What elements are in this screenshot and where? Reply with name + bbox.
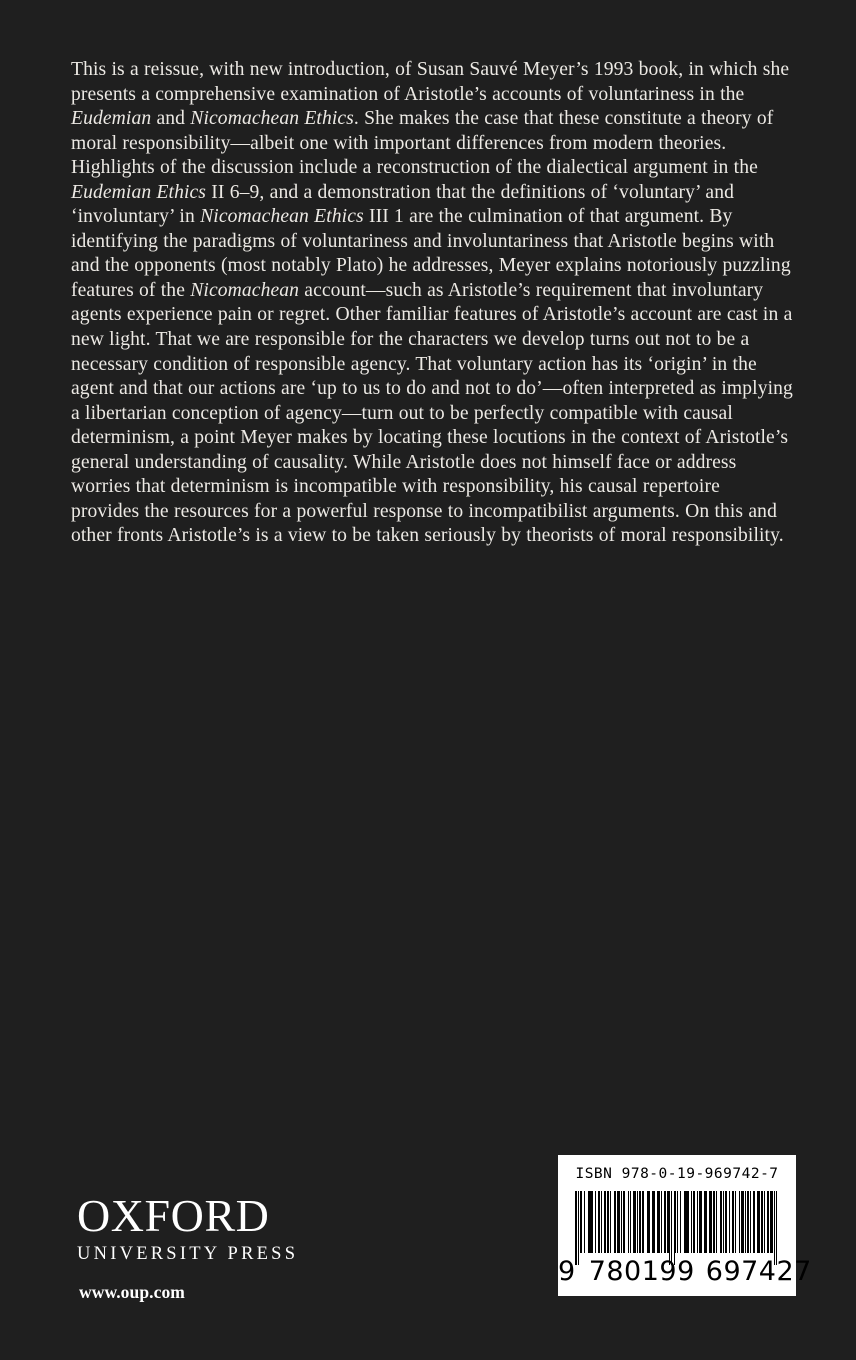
barcode-bar: [777, 1191, 778, 1265]
blurb-run: II 6–9, and a demonstration that the definitions of ‘voluntary’ and ‘involuntary’ in: [71, 181, 735, 228]
blurb-italic-title: Eudemian Ethics: [71, 181, 207, 203]
blurb-italic-title: Nicomachean Ethics: [190, 108, 354, 130]
publisher-logo: [77, 1190, 377, 1302]
barcode-digit-lead: 9: [558, 1256, 576, 1287]
publisher-website-url[interactable]: www.oup.com: [79, 1282, 185, 1302]
blurb-text: [71, 58, 793, 549]
isbn-label: ISBN 978-0-19-969742-7: [575, 1166, 779, 1182]
blurb-run: account—such as Aristotle’s requirement that involuntary agents experience pain or regret. Other familiar features of Aristotle’s account are cast in a new light. That we are responsible for the characters we develop turns out not to be a necessary condition of responsible agency. That voluntary action has its ‘origin’ in the agent and that our actions are ‘up to us to do and not to do’—often interpreted as implying a libertarian conception of agency—turn out to be perfectly compatible with causal determinism, a point Meyer makes by locating these locutions in the context of Aristotle’s general understanding of causality. While Aristotle does not himself face or address worries that determinism is incompatible with responsibility, his causal repertoire provides the resources for a powerful response to incompatibilist arguments. On this and other fronts Aristotle’s is a view to be taken seriously by theorists of moral responsibility.: [71, 279, 793, 547]
oxford-wordmark: OXFORD: [77, 1190, 270, 1241]
blurb-paragraph: [71, 58, 793, 549]
barcode-bars: [575, 1191, 779, 1265]
blurb-run: . She makes the case that these constitute a theory of moral responsibility—albeit one with important differences from modern theories. Highlights of the discussion include a reconstruction of the dialectical argument in the: [71, 108, 774, 179]
blurb-run: III 1 are the culmination of that argument. By identifying the paradigms of voluntariness and involuntariness that Aristotle begins with and the opponents (most notably Plato) he addresses, Meyer explains notoriously puzzling features of the: [71, 206, 791, 301]
blurb-italic-title: Eudemian: [71, 108, 152, 130]
barcode-digits: [558, 1256, 812, 1287]
university-press-subtitle: UNIVERSITY PRESS: [77, 1244, 299, 1264]
blurb-run: and: [151, 108, 191, 130]
blurb-italic-title: Nicomachean Ethics: [200, 206, 364, 228]
barcode-digit-group-right: 697427: [705, 1256, 812, 1287]
blurb-italic-title: Nicomachean: [190, 279, 300, 301]
blurb-run: This is a reissue, with new introduction, of Susan Sauvé Meyer’s 1993 book, in which she presents a comprehensive examination of Aristotle’s accounts of voluntariness in the: [71, 59, 790, 105]
isbn-barcode: [558, 1155, 812, 1296]
barcode-digit-group-left: 780199: [588, 1256, 695, 1287]
